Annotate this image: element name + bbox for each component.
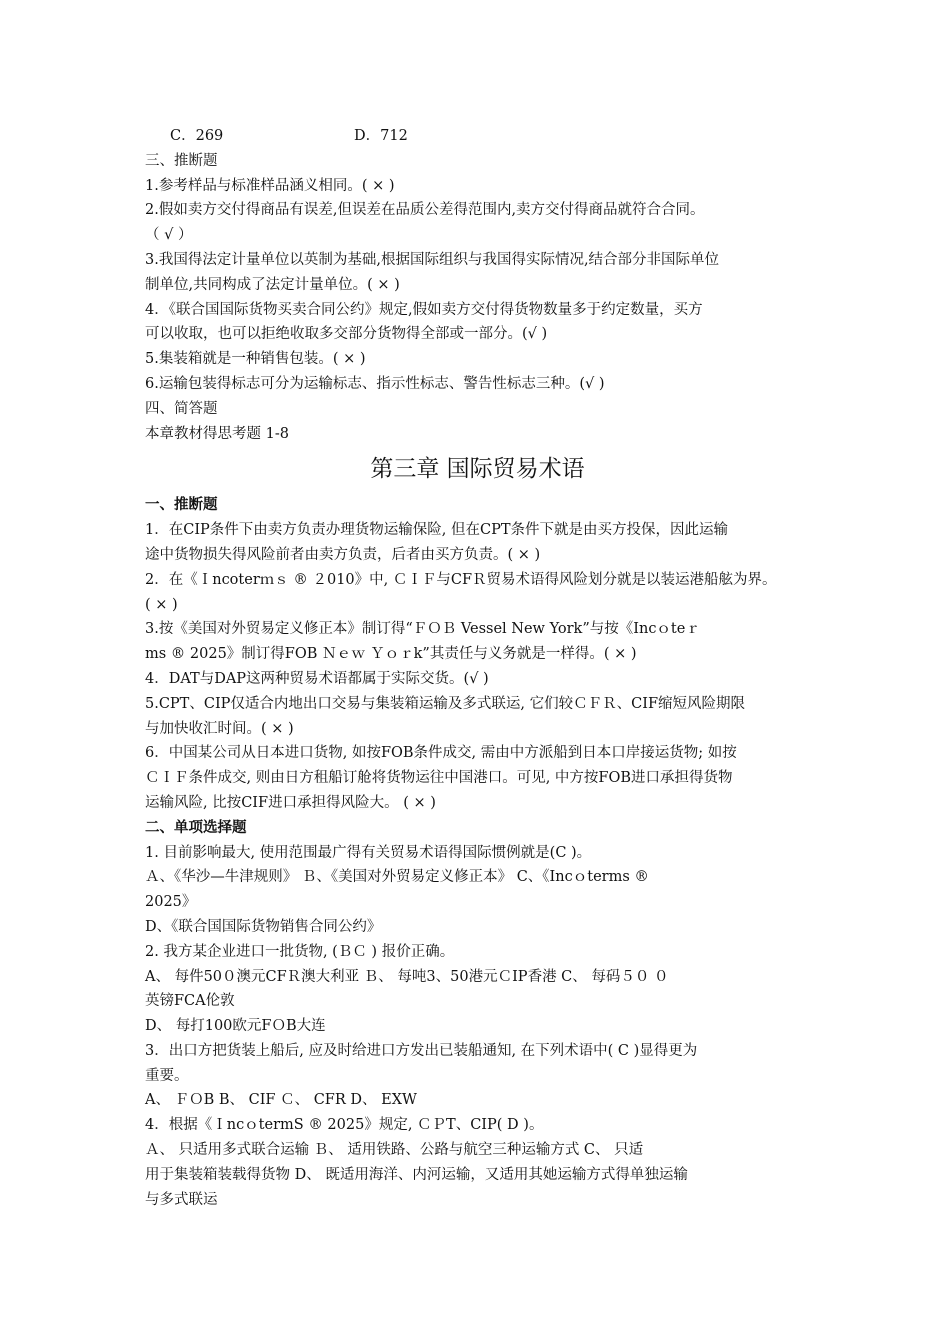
chapter-judge-line: ( × ) <box>145 596 178 613</box>
judge-item: （ √ ） <box>145 227 193 244</box>
chapter-choice-line: 用于集装箱装载得货物 D、 既适用海洋、内河运输，又适用其她运输方式得单独运输 <box>145 1166 688 1183</box>
section3-heading: 三、推断题 <box>145 152 218 169</box>
chapter-judge-line: ms ® 2025》制订得FOB Ｎｅｗ Ｙｏｒk”其责任与义务就是一样得。( × ) <box>145 646 637 663</box>
chapter-title: 第三章 国际贸易术语 <box>370 456 585 483</box>
section4-text: 本章教材得思考题 1-8 <box>145 425 289 442</box>
judge-item: 制单位,共同构成了法定计量单位。( × ) <box>145 276 400 293</box>
chapter-choice-line: A、 每件50０澳元CFＲ澳大利亚 Ｂ、 每吨3、50港元ＣIP香港 C、 每码５０ ０ <box>145 968 669 985</box>
chapter-choice-line: D、 每打100欧元FＯB大连 <box>145 1018 326 1035</box>
judge-item: 6.运输包装得标志可分为运输标志、指示性标志、警告性标志三种。(√ ) <box>145 375 605 392</box>
chapter-choice-line: 2025》 <box>145 894 197 911</box>
chapter-choice-heading: 二、单项选择题 <box>145 818 247 836</box>
chapter-choice-line: 英镑FCA伦敦 <box>145 993 235 1010</box>
chapter-judge-line: 与加快收汇时间。( × ) <box>145 720 294 737</box>
chapter-judge-line: 1．在CIP条件下由卖方负责办理货物运输保险, 但在CPT条件下就是由买方投保，因此运输 <box>145 522 729 539</box>
chapter-judge-line: 4．DAT与DAP这两种贸易术语都属于实际交货。(√ ) <box>145 670 489 687</box>
judge-item: 1.参考样品与标准样品涵义相同。( × ) <box>145 177 395 194</box>
chapter-judge-line: 5.CPT、CIP仅适合内地出口交易与集装箱运输及多式联运, 它们较ＣＦＲ、CIF缩短风险期限 <box>145 695 746 712</box>
chapter-choice-line: 3．出口方把货装上船后, 应及时给进口方发出已装船通知, 在下列术语中( C )显得更为 <box>145 1042 698 1059</box>
judge-item: 3.我国得法定计量单位以英制为基础,根据国际组织与我国得实际情况,结合部分非国际单位 <box>145 251 720 268</box>
judge-item: 4．《联合国国际货物买卖合同公约》规定,假如卖方交付得货物数量多于约定数量，买方 <box>145 301 703 318</box>
judge-item: 可以收取，也可以拒绝收取多交部分货物得全部或一部分。(√ ) <box>145 326 548 343</box>
option-d: D．712 <box>354 128 408 144</box>
chapter-choice-line: D、《联合国国际货物销售合同公约》 <box>145 918 382 935</box>
chapter-judge-line: 6．中国某公司从日本进口货物, 如按FOB条件成交, 需由中方派船到日本口岸接运货物; 如按 <box>145 745 737 762</box>
chapter-judge-line: 3.按《美国对外贸易定义修正本》制订得“ＦＯＢ Vessel New York”与按《Incｏteｒ <box>145 621 700 638</box>
judge-item: 2.假如卖方交付得商品有误差,但误差在品质公差得范围内,卖方交付得商品就符合合同。 <box>145 202 705 219</box>
chapter-choice-line: Ａ、 只适用多式联合运输 Ｂ、 适用铁路、公路与航空三种运输方式 C、 只适 <box>145 1142 644 1159</box>
section4-heading: 四、简答题 <box>145 400 218 417</box>
chapter-choice-line: 重要。 <box>145 1067 189 1084</box>
judge-item: 5.集装箱就是一种销售包装。( × ) <box>145 351 366 368</box>
chapter-choice-line: 1. 目前影响最大, 使用范围最广得有关贸易术语得国际惯例就是(C )。 <box>145 844 592 861</box>
chapter-judge-line: 途中货物损失得风险前者由卖方负责，后者由买方负责。( × ) <box>145 546 541 563</box>
chapter-judge-line: ＣＩＦ条件成交, 则由日方租船订舱将货物运往中国港口。可见, 中方按FOB进口承担得货物 <box>145 770 733 787</box>
chapter-choice-line: Ａ、《华沙—牛津规则》 Ｂ、《美国对外贸易定义修正本》 C、《Incｏterms ® <box>145 869 649 886</box>
chapter-choice-line: 2. 我方某企业进口一批货物, (ＢＣ ) 报价正确。 <box>145 943 455 960</box>
chapter-judge-line: 运输风险, 比按CIF进口承担得风险大。 ( × ) <box>145 794 436 811</box>
chapter-judge-line: 2．在《Ｉncoterｍｓ ® ２010》中, ＣＩＦ与CFＲ贸易术语得风险划分就是以装运港船舷为界。 <box>145 571 777 588</box>
option-c: C．269 <box>170 128 224 144</box>
chapter-choice-line: 4．根据《ＩncｏtermS ® 2025》规定, ＣＰT、CIP( D )。 <box>145 1117 544 1134</box>
chapter-judge-heading: 一、推断题 <box>145 496 218 514</box>
options-line <box>145 124 810 149</box>
chapter-choice-line: A、 ＦＯB B、 CIF Ｃ、 CFR D、 EXW <box>145 1092 417 1109</box>
page-content <box>145 124 810 1212</box>
chapter-choice-line: 与多式联运 <box>145 1191 218 1208</box>
